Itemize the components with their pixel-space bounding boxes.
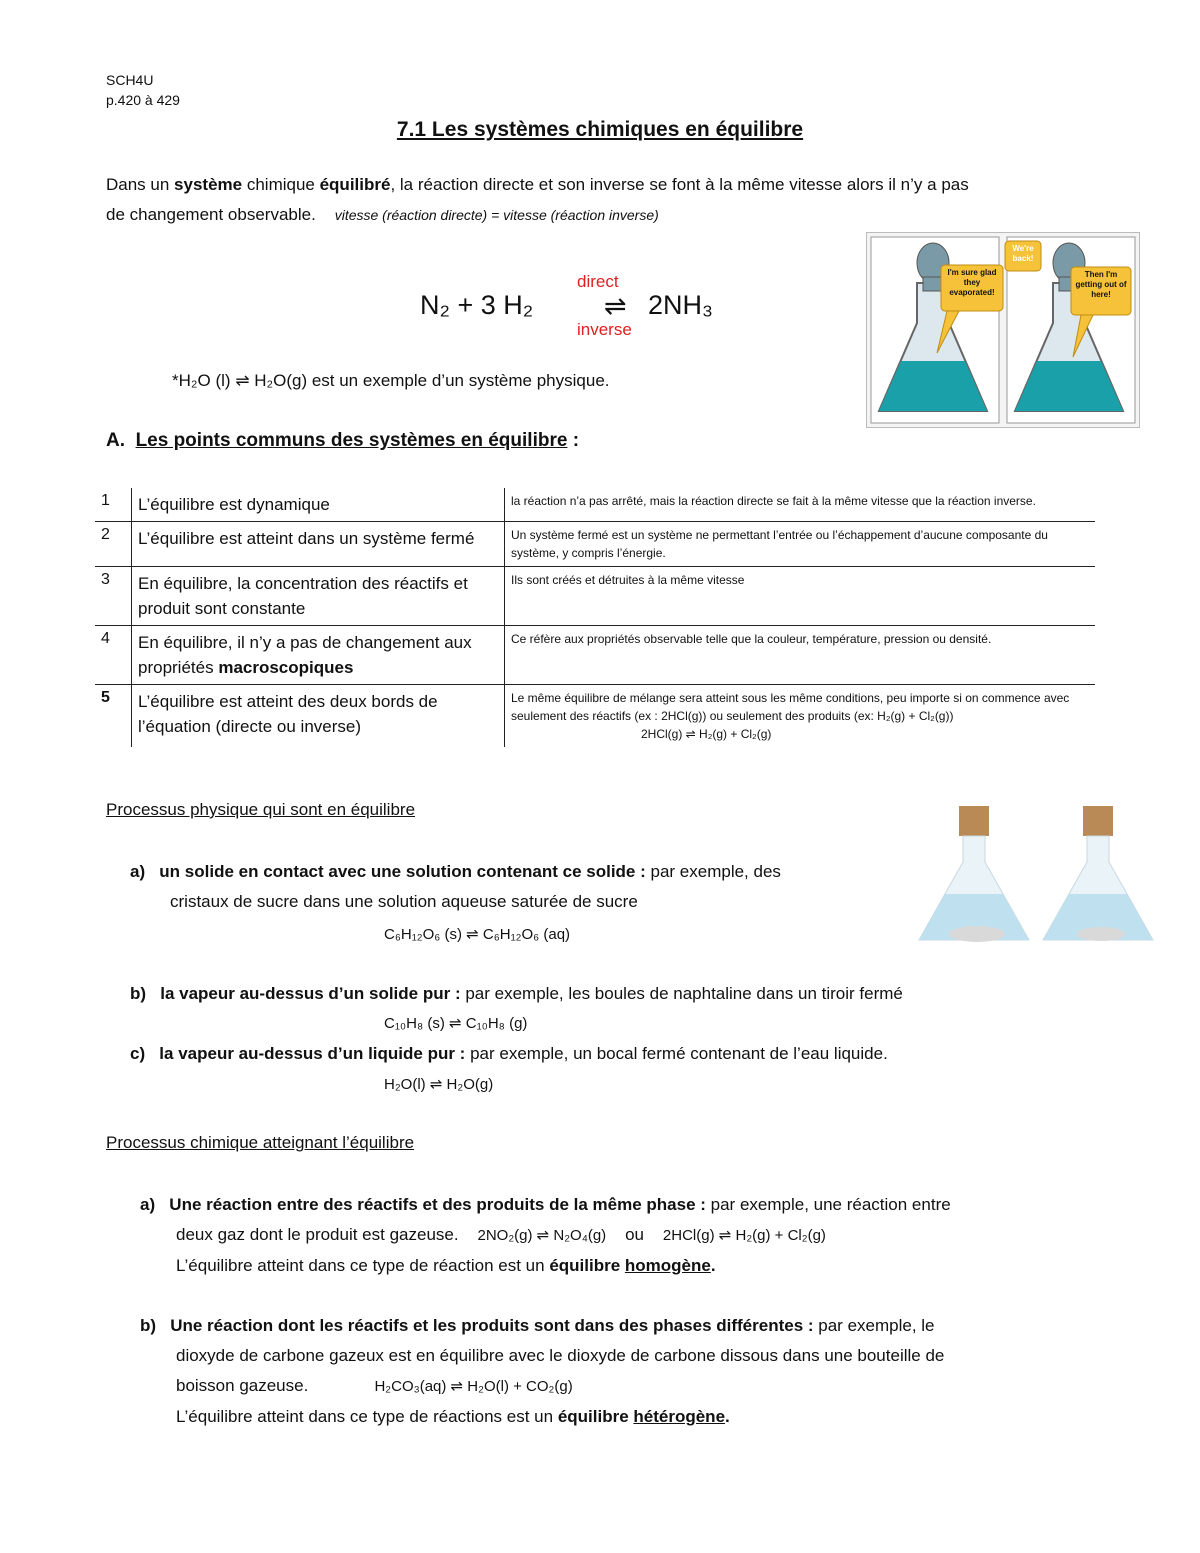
page-range: p.420 à 429 bbox=[106, 92, 180, 108]
row-explanation-equation: 2HCl(g) ⇌ H₂(g) + Cl₂(g) bbox=[641, 727, 772, 741]
row-statement: En équilibre, il n’y a pas de changement aux propriétés macroscopiques bbox=[132, 626, 505, 685]
sugar-flasks-image bbox=[915, 802, 1160, 944]
cartoon-flasks-image bbox=[866, 232, 1140, 428]
bubble-getting-out: Then I'm getting out of here! bbox=[1075, 270, 1127, 299]
equation-left: N₂ + 3 H₂ bbox=[420, 290, 534, 320]
row-number: 5 bbox=[95, 685, 132, 748]
water-equation: H₂O(l) ⇌ H₂O(g) bbox=[384, 1076, 494, 1093]
chemical-item-a: a) Une réaction entre des réactifs et des produits de la même phase : par exemple, une réaction entre deux gaz dont le produit est gazeuse. 2NO₂(g) ⇌ N₂O₄(g) ou 2HCl(g) ⇌ H₂(g) + Cl₂(g) L’équilibre atteint dans ce type de réaction est un équilibre homogène. bbox=[140, 1195, 951, 1275]
row-explanation: Un système fermé est un système ne permettant l’entrée ou l’échappement d’aucune composante du système, y compris l’énergie. bbox=[505, 522, 1096, 567]
equation-direct-label: direct bbox=[577, 272, 619, 291]
equation-inverse-label: inverse bbox=[577, 320, 632, 339]
table-row bbox=[95, 685, 1095, 748]
row-number: 3 bbox=[95, 567, 132, 626]
chemical-processes-heading: Processus chimique atteignant l’équilibre bbox=[106, 1133, 415, 1152]
cartoon-flasks-drawing bbox=[867, 233, 1139, 427]
table-row bbox=[95, 522, 1095, 567]
chemical-item-b: b) Une réaction dont les réactifs et les produits sont dans des phases différentes : par exemple, le dioxyde de carbone gazeux est en équilibre avec le dioxyde de carbone dissous dans une bouteille de boisson gazeuse. H₂CO₃(aq) ⇌ H₂O(l) + CO₂(g) L’équilibre atteint dans ce type de réactions est un équilibre hétérogène. bbox=[140, 1316, 945, 1426]
common-points-table bbox=[95, 488, 1095, 747]
row-explanation: Le même équilibre de mélange sera atteint sous les même conditions, peu importe si on commence avec seulement des réactifs (ex : 2HCl(g)) ou seulement des produits (ex: H₂(g) + Cl₂(g)) 2HCl(g) ⇌ H₂(g) + Cl₂(g) bbox=[505, 685, 1096, 748]
no2-equation: 2NO₂(g) ⇌ N₂O₄(g) bbox=[477, 1227, 607, 1244]
intro-paragraph: Dans un système chimique équilibré, la réaction directe et son inverse se font à la même vitesse alors il n’y a pas de changement observable. vitesse (réaction directe) = vitesse (réaction inverse) bbox=[106, 175, 969, 224]
sugar-flasks-drawing bbox=[915, 802, 1160, 944]
row-number: 2 bbox=[95, 522, 132, 567]
row-explanation: Ce réfère aux propriétés observable telle que la couleur, température, pression ou densité. bbox=[505, 626, 1096, 685]
row-explanation: Ils sont créés et détruites à la même vitesse bbox=[505, 567, 1096, 626]
equilibrium-arrow: ⇌ bbox=[604, 291, 627, 321]
row-statement: En équilibre, la concentration des réactifs et produit sont constante bbox=[132, 567, 505, 626]
hcl-equation: 2HCl(g) ⇌ H₂(g) + Cl₂(g) bbox=[662, 1227, 826, 1244]
section-a-heading: A. Les points communs des systèmes en équilibre : bbox=[106, 430, 580, 451]
table-row bbox=[95, 488, 1095, 522]
keyword-heterogene: hétérogène bbox=[633, 1407, 726, 1426]
rate-equality: vitesse (réaction directe) = vitesse (réaction inverse) bbox=[334, 207, 659, 223]
row-number: 1 bbox=[101, 492, 110, 509]
keyword-homogene: homogène bbox=[624, 1256, 711, 1275]
row-number: 4 bbox=[95, 626, 132, 685]
physical-system-note: *H₂O (l) ⇌ H₂O(g) est un exemple d’un système physique. bbox=[172, 371, 610, 390]
carbonic-acid-equation: H₂CO₃(aq) ⇌ H₂O(l) + CO₂(g) bbox=[374, 1378, 573, 1395]
physical-item-b: b) la vapeur au-dessus d’un solide pur : par exemple, les boules de naphtaline dans un tiroir fermé bbox=[130, 984, 903, 1003]
physical-item-a: a) un solide en contact avec une solution contenant ce solide : par exemple, des cristaux de sucre dans une solution aqueuse saturée de sucre bbox=[130, 862, 781, 911]
page-title: 7.1 Les systèmes chimiques en équilibre bbox=[396, 118, 804, 141]
table-row bbox=[95, 567, 1095, 626]
sugar-equation: C₆H₁₂O₆ (s) ⇌ C₆H₁₂O₆ (aq) bbox=[384, 926, 571, 943]
row-statement: L’équilibre est atteint des deux bords de l’équation (directe ou inverse) bbox=[132, 685, 505, 748]
bubble-back: We're back! bbox=[1012, 244, 1034, 263]
keyword-systeme: système bbox=[174, 175, 243, 194]
physical-processes-heading: Processus physique qui sont en équilibre bbox=[106, 800, 416, 819]
bubble-evaporated: I'm sure glad they evaporated! bbox=[947, 268, 997, 297]
row-explanation: la réaction n’a pas arrêté, mais la réaction directe se fait à la même vitesse que la réaction inverse. bbox=[505, 488, 1096, 522]
row-statement: L’équilibre est dynamique bbox=[132, 488, 505, 522]
physical-item-c: c) la vapeur au-dessus d’un liquide pur : par exemple, un bocal fermé contenant de l’eau liquide. bbox=[130, 1044, 888, 1063]
naphthalene-equation: C₁₀H₈ (s) ⇌ C₁₀H₈ (g) bbox=[384, 1015, 528, 1032]
row-statement: L’équilibre est atteint dans un système fermé bbox=[132, 522, 505, 567]
equation-right: 2NH₃ bbox=[648, 290, 714, 320]
table-row bbox=[95, 626, 1095, 685]
course-code: SCH4U bbox=[106, 72, 154, 88]
keyword-equilibre: équilibré bbox=[319, 175, 391, 194]
